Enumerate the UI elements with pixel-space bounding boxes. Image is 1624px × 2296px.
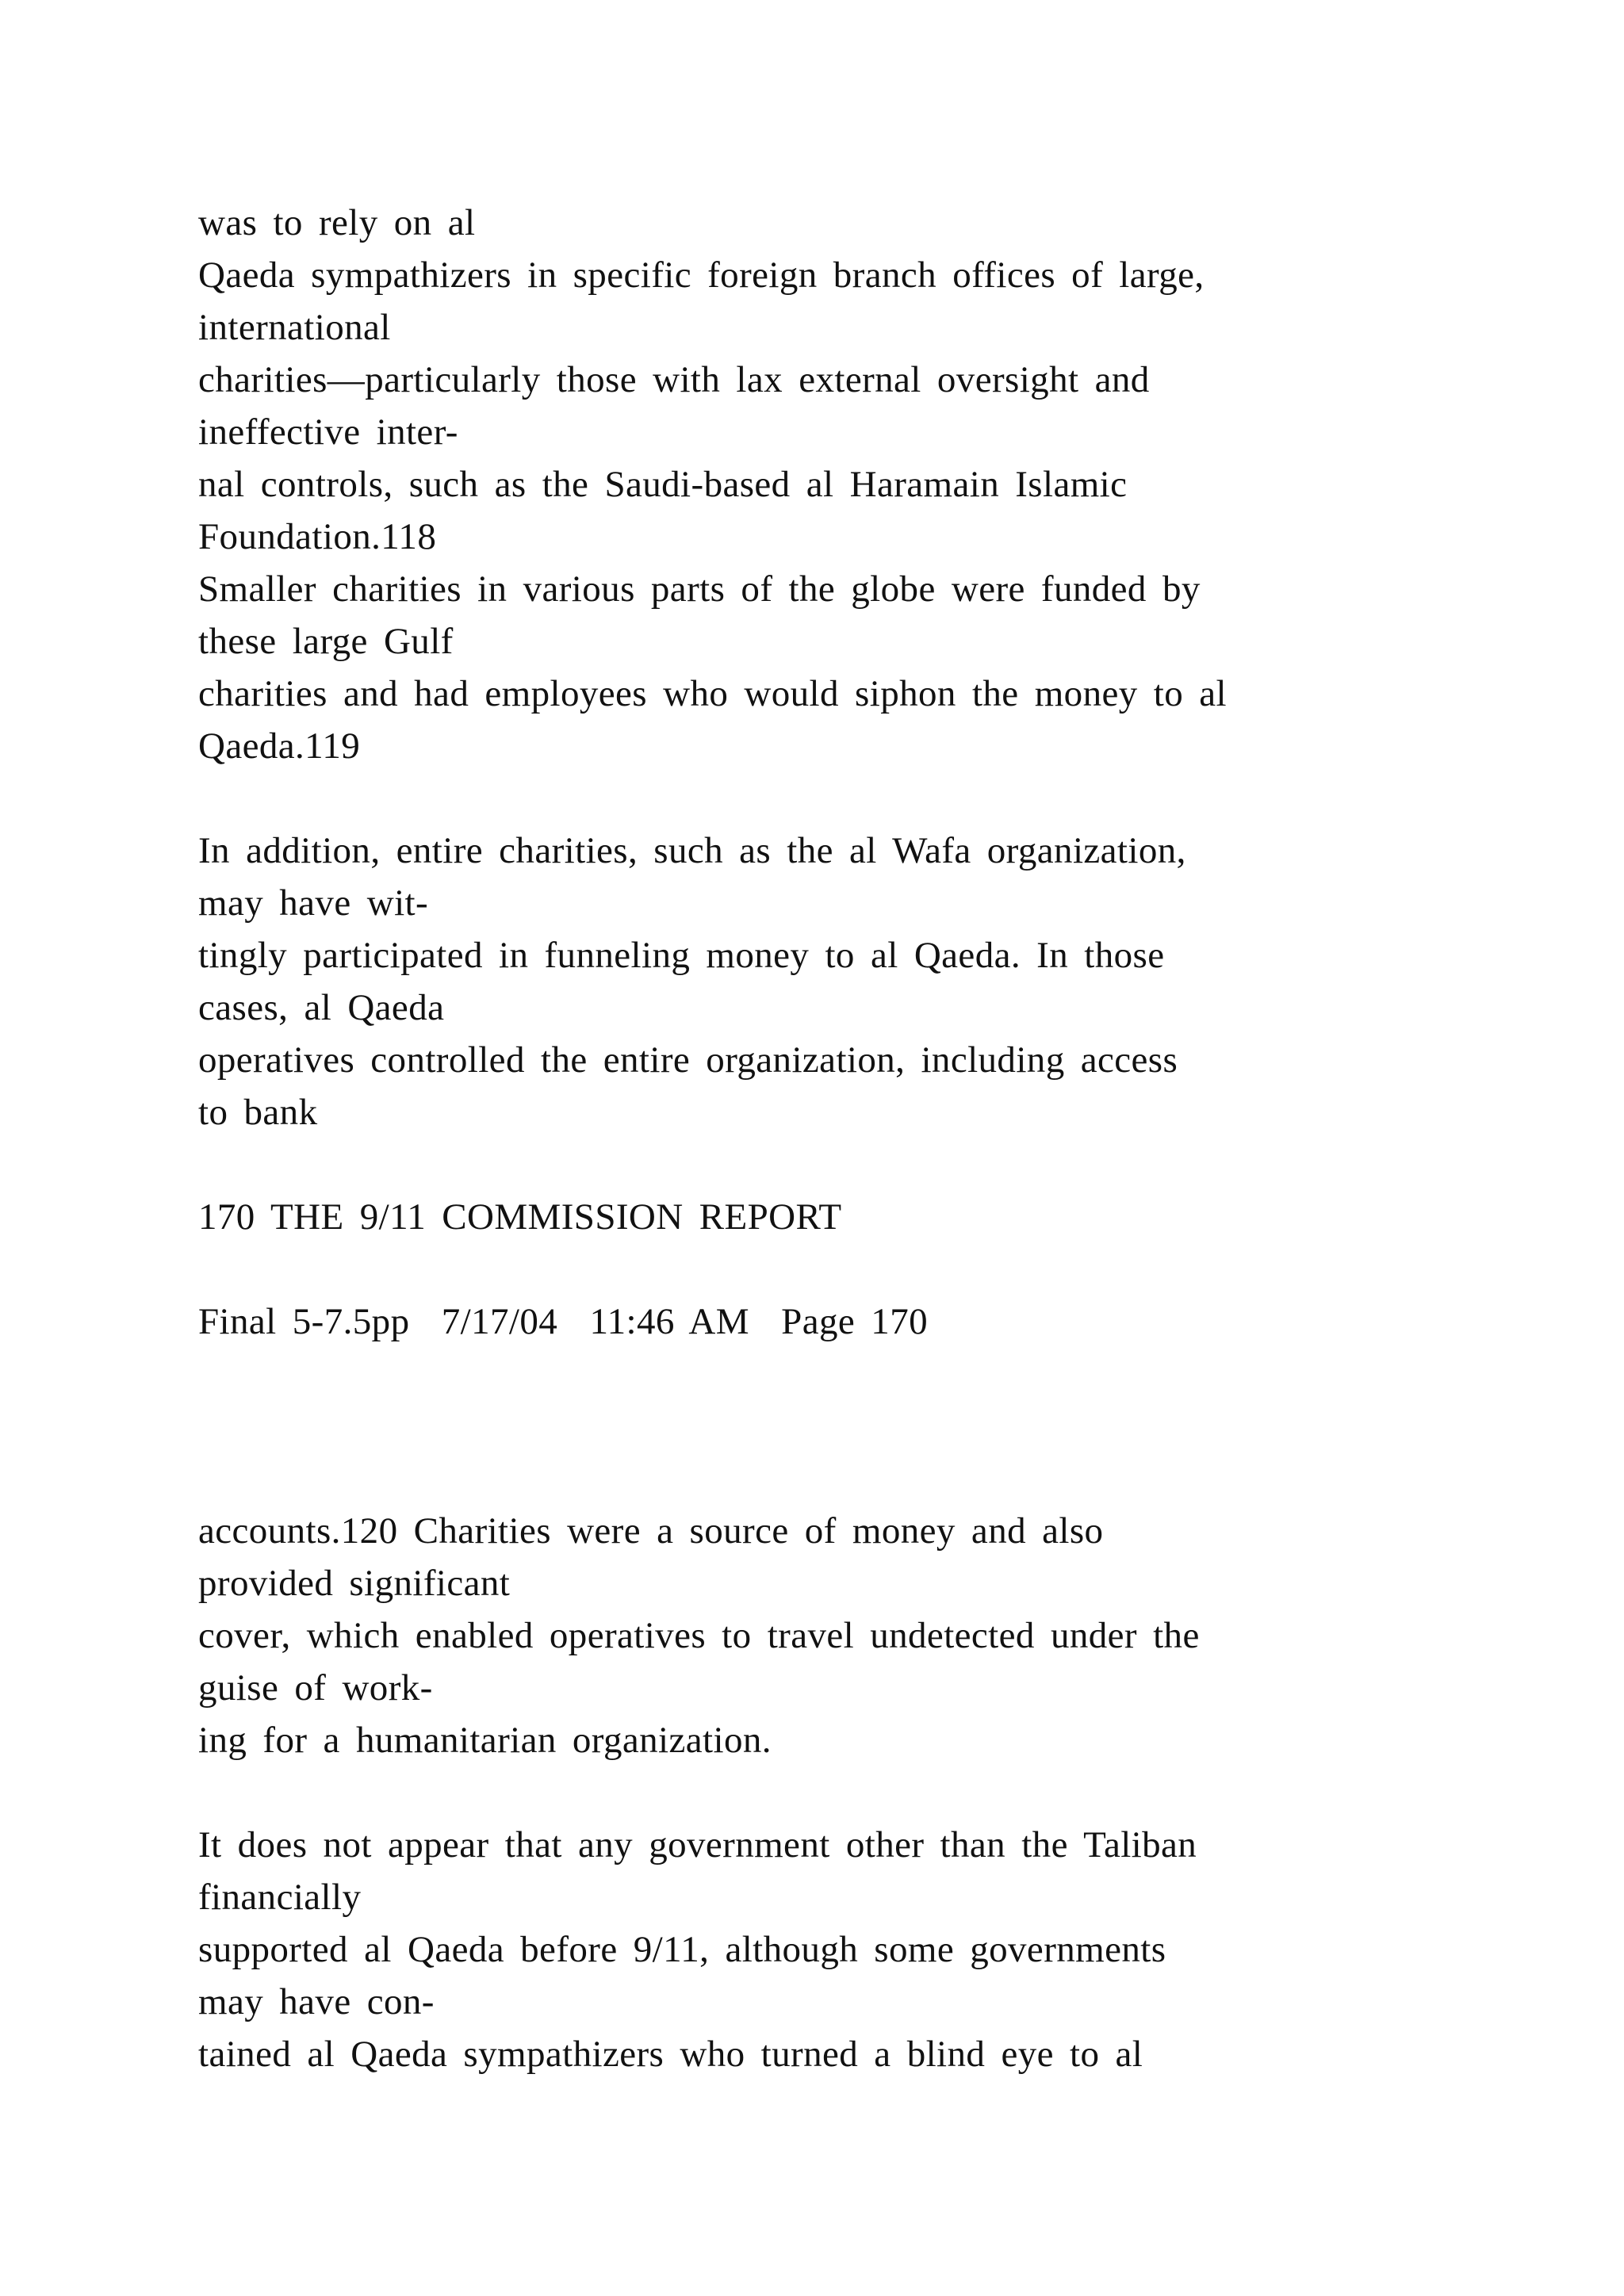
text-line: provided significant	[198, 1563, 511, 1604]
paragraph-spacer	[198, 772, 1546, 825]
text-line: charities—particularly those with lax external oversight and	[198, 359, 1150, 400]
text-line: guise of work-	[198, 1667, 433, 1709]
text-line: tained al Qaeda sympathizers who turned a blind eye to al	[198, 2034, 1143, 2075]
text-line: It does not appear that any government other than the Taliban	[198, 1824, 1197, 1866]
text-line: financially	[198, 1877, 362, 1918]
page-footer-text: 170 THE 9/11 COMMISSION REPORT	[198, 1196, 842, 1238]
text-line: Qaeda.119	[198, 725, 361, 767]
text-line: supported al Qaeda before 9/11, although some governments	[198, 1929, 1166, 1970]
text-line: accounts.120 Charities were a source of money and also	[198, 1510, 1104, 1552]
document-page	[198, 197, 1546, 2080]
text-line: international	[198, 307, 391, 348]
text-line: cases, al Qaeda	[198, 987, 445, 1028]
text-line: may have con-	[198, 1981, 435, 2022]
print-slug-text: Final 5-7.5pp 7/17/04 11:46 AM Page 170	[198, 1301, 928, 1342]
text-line: ing for a humanitarian organization.	[198, 1720, 772, 1761]
paragraph-spacer	[198, 1766, 1546, 1819]
text-line: In addition, entire charities, such as the al Wafa organization,	[198, 830, 1186, 871]
page-break-spacer	[198, 1348, 1546, 1505]
paragraph-charities-branch-offices	[198, 197, 1546, 772]
text-line: Qaeda sympathizers in specific foreign branch offices of large,	[198, 254, 1205, 296]
text-line: was to rely on al	[198, 202, 476, 243]
text-line: may have wit-	[198, 882, 429, 924]
text-line: charities and had employees who would siphon the money to al	[198, 673, 1228, 714]
paragraph-spacer	[198, 1138, 1546, 1191]
paragraph-spacer	[198, 1243, 1546, 1295]
text-line: Foundation.118	[198, 516, 437, 557]
running-footer	[198, 1191, 1546, 1243]
text-line: these large Gulf	[198, 621, 454, 662]
text-line: operatives controlled the entire organization, including access	[198, 1039, 1178, 1081]
text-line: tingly participated in funneling money to al Qaeda. In those	[198, 935, 1165, 976]
text-line: Smaller charities in various parts of the globe were funded by	[198, 568, 1201, 610]
text-line: cover, which enabled operatives to travel undetected under the	[198, 1615, 1200, 1656]
text-line: to bank	[198, 1092, 318, 1133]
text-line: ineffective inter-	[198, 411, 458, 453]
paragraph-charities-cover	[198, 1505, 1546, 1766]
text-line: nal controls, such as the Saudi-based al Haramain Islamic	[198, 464, 1128, 505]
paragraph-government-support	[198, 1819, 1546, 2080]
paragraph-entire-charities	[198, 825, 1546, 1138]
print-slug	[198, 1295, 1546, 1348]
